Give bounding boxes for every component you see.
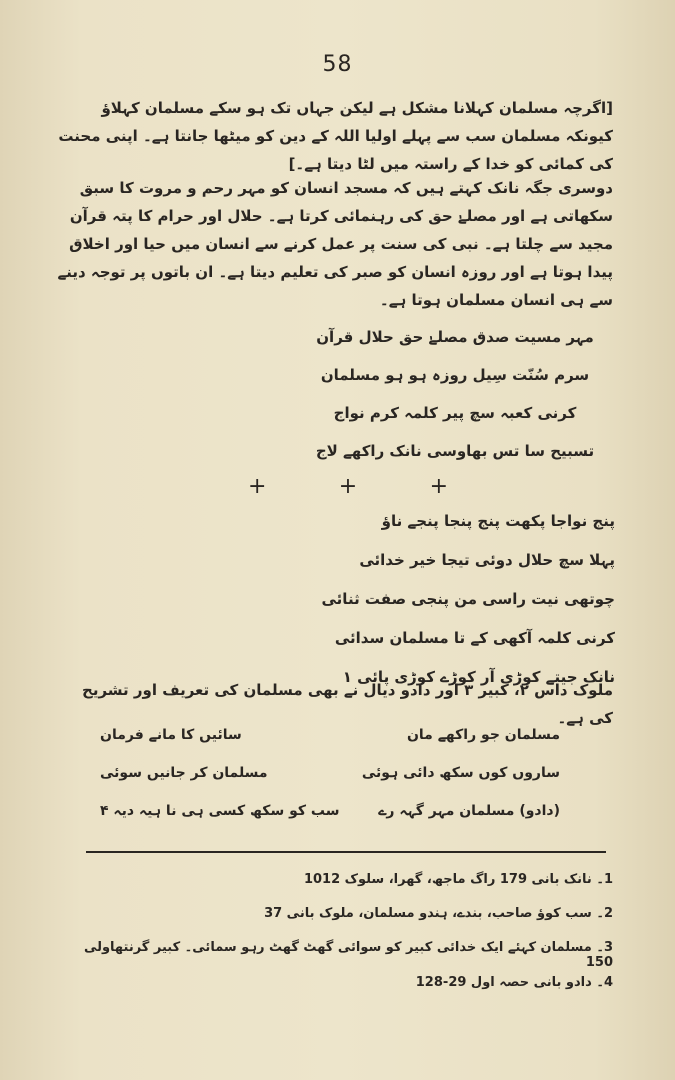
plus-mark: + xyxy=(429,474,448,499)
footnote-4: 4۔ دادو بانی حصہ اول 29-128 xyxy=(415,975,613,990)
couplet-half: ساروں کوں سکھ دائی ہوئی xyxy=(361,765,560,781)
verse-block-1 xyxy=(235,318,675,470)
couplet-half: (دادو) مسلمان مہر گہہ رے xyxy=(378,803,560,819)
couplet-row xyxy=(100,792,560,830)
verse-line: کرنی کعبہ سچ پیر کلمہ کرم نواج xyxy=(333,404,577,422)
verse-line: تسبیح سا تس بھاوسی نانک راکھے لاج xyxy=(315,442,595,460)
couplet-half: مسلمان جو راکھے مان xyxy=(406,727,560,743)
footnote-2: 2۔ سب کوؤ صاحب، بندے، ہندو مسلمان، ملوک بانی 37 xyxy=(264,906,613,921)
paragraph-1: [اگرچہ مسلمان کہلانا مشکل ہے لیکن جہاں تک ہو سکے مسلمان کہلاؤ کیونکہ مسلمان سب سے پہلے اولیا اللہ کے دین کو میٹھا جانتا ہے۔ اپنی محنت کی کمائی کو خدا کے راستہ میں لٹا دیتا ہے۔] xyxy=(58,99,613,173)
plus-mark: + xyxy=(338,474,358,499)
verse-line: نانک جیتے کوڑی آر کوڑے کوڑی پائی ۱ xyxy=(342,668,615,686)
paragraph-2: دوسری جگہ نانک کہتے ہیں کہ مسجد انسان کو مہر رحم و مروت کا سبق سکھاتی ہے اور مصلےٰ حق کی رہنمائی کرتا ہے۔ حلال اور حرام کا پتہ قرآن مجید سے چلتا ہے۔ نبی کی سنت پر عمل کرنے سے انسان میں حیا اور اخلاق پیدا ہوتا ہے اور روزہ انسان کو صبر کی تعلیم دیتا ہے۔ ان باتوں پر توجہ دینے سے ہی انسان مسلمان ہوتا ہے۔ xyxy=(57,179,613,309)
section-separator xyxy=(248,474,448,499)
page-number: 58 xyxy=(322,52,353,77)
couplet-half: سب کو سکھ کسی ہی نا ہیہ دیہ ۴ xyxy=(100,803,340,819)
plus-mark: + xyxy=(248,474,267,499)
footnote-1: 1۔ نانک بانی 179 راگ ماجھ، گھرا، سلوک 1012 xyxy=(303,872,613,887)
verse-line: چوتھی نیت راسی من پنجی صفت ثنائی xyxy=(321,590,615,608)
couplet-row xyxy=(100,754,560,792)
footnote-3: 3۔ مسلمان کہئے ایک خدائی کبیر کو سوائی گھٹ گھٹ رہو سمائی۔ کبیر گرنتھاولی 150 xyxy=(83,940,613,970)
footnote-divider xyxy=(86,851,606,853)
couplet-half: مسلمان کر جانیں سوئی xyxy=(100,765,268,781)
verse-line: پہلا سچ حلال دوئی تیجا خیر خدائی xyxy=(359,551,615,569)
couplet-half: سائیں کا مانے فرمان xyxy=(100,727,242,743)
couplet-row xyxy=(100,716,560,754)
verse-block-2 xyxy=(285,502,615,697)
verse-line: پنج نواجا پکھت پنج پنجا پنجے ناؤ xyxy=(381,512,615,530)
verse-line: مہر مسیت صدق مصلےٰ حق حلال قرآن xyxy=(316,328,594,346)
verse-line: کرنی کلمہ آکھی کے تا مسلمان سدائی xyxy=(334,629,615,647)
couplet-block xyxy=(100,716,560,830)
verse-line: سرم سُنّت سِیل روزہ ہو ہو مسلمان xyxy=(320,366,590,384)
couplet-intro: ملوک داس ۲، کبیر ۳ اور دادو دیال نے بھی مسلمان کی تعریف اور تشریح کی ہے۔ xyxy=(82,681,613,727)
